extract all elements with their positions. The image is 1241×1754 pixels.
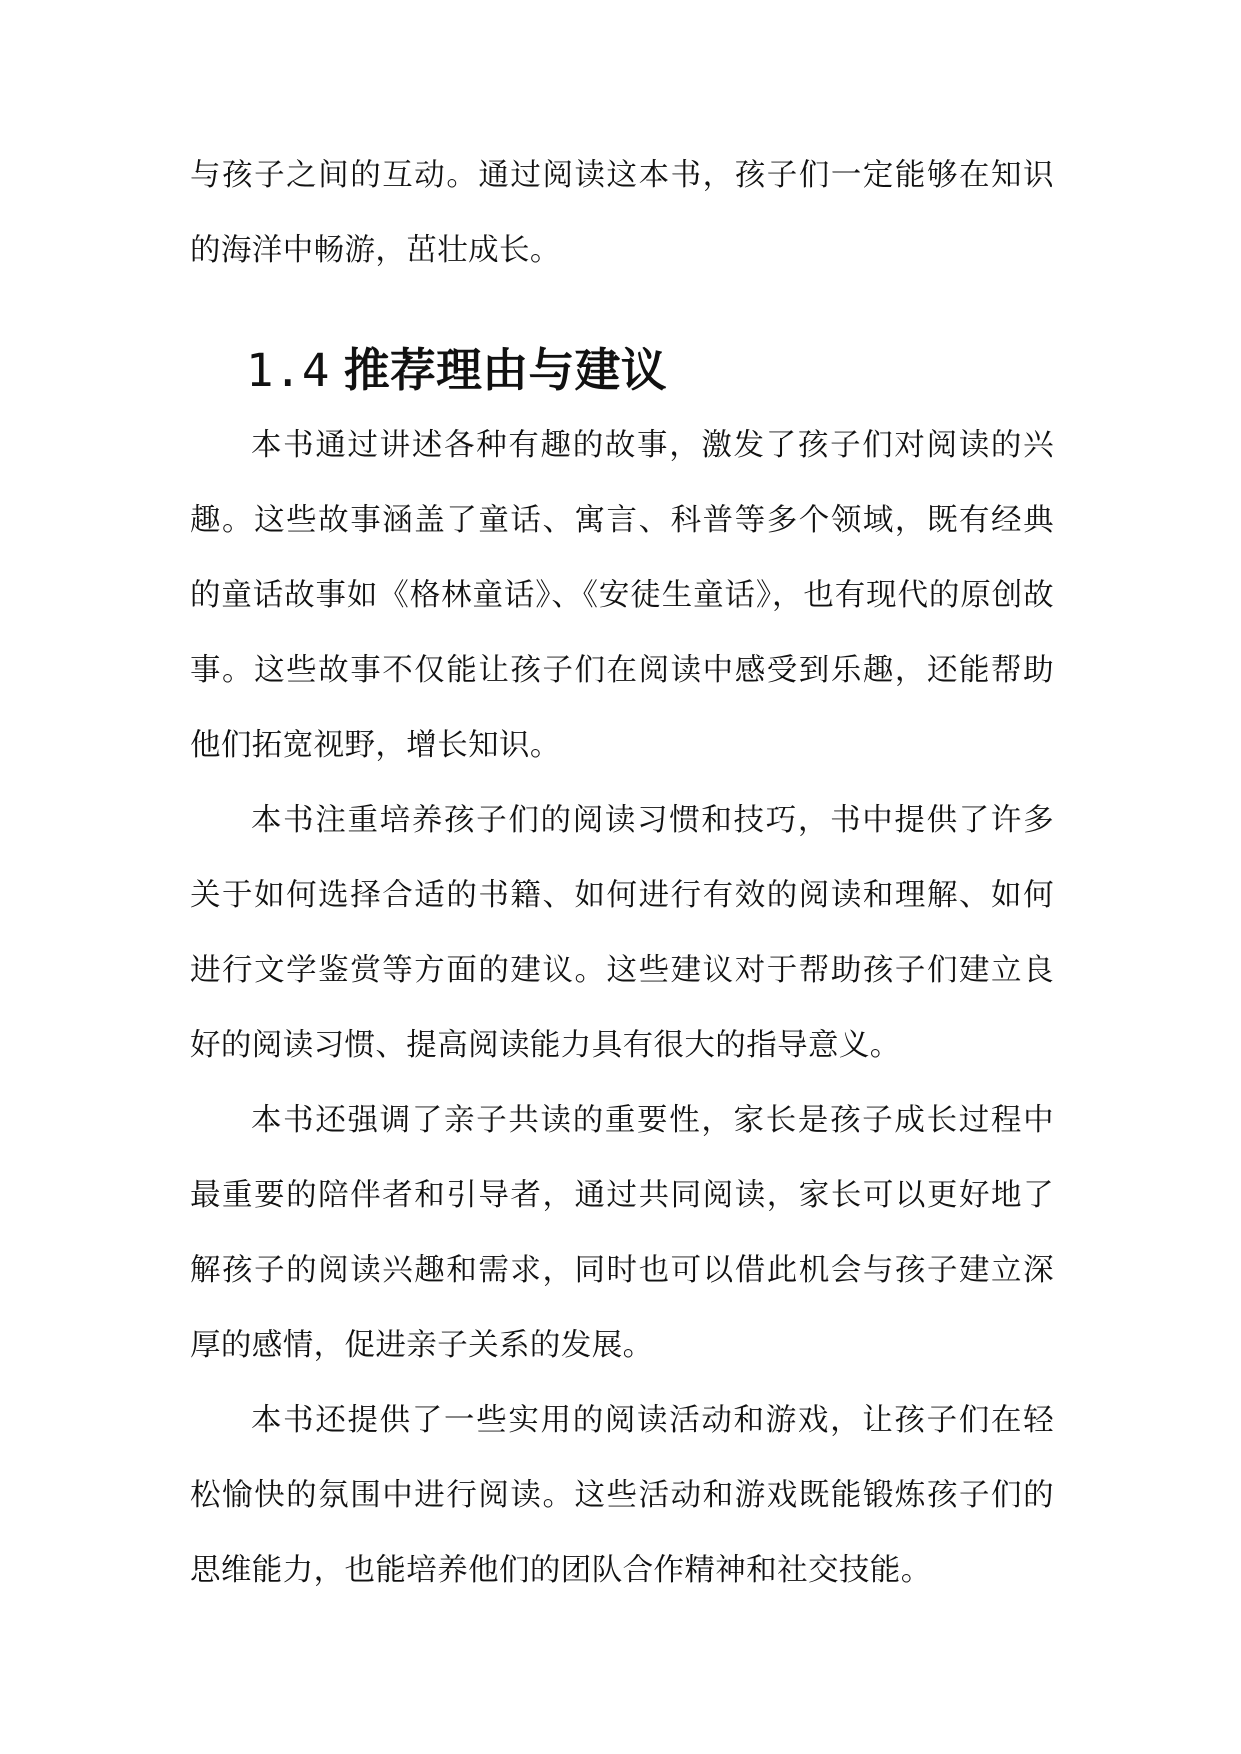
section-number: 1.4 [246,344,330,397]
paragraph-4: 本书还提供了一些实用的阅读活动和游戏，让孩子们在轻松愉快的氛围中进行阅读。这些活动和游戏既能锻炼孩子们的思维能力，也能培养他们的团队合作精神和社交技能。 [190,1403,1054,1588]
body-text [190,138,1054,1608]
paragraph-1: 本书通过讲述各种有趣的故事，激发了孩子们对阅读的兴趣。这些故事涵盖了童话、寓言、科普等多个领域，既有经典的童话故事如《格林童话》、《安徒生童话》，也有现代的原创故事。这些故事不仅能让孩子们在阅读中感受到乐趣，还能帮助他们拓宽视野，增长知识。 [190,428,1054,763]
continuation-paragraph: 与孩子之间的互动。通过阅读这本书，孩子们一定能够在知识的海洋中畅游，茁壮成长。 [190,158,1054,268]
paragraph-3: 本书还强调了亲子共读的重要性，家长是孩子成长过程中最重要的陪伴者和引导者，通过共同阅读，家长可以更好地了解孩子的阅读兴趣和需求，同时也可以借此机会与孩子建立深厚的感情，促进亲子关系的发展。 [190,1103,1054,1363]
section-title: 推荐理由与建议 [343,343,667,397]
section-heading [190,333,1054,408]
paragraph-2: 本书注重培养孩子们的阅读习惯和技巧，书中提供了许多关于如何选择合适的书籍、如何进行有效的阅读和理解、如何进行文学鉴赏等方面的建议。这些建议对于帮助孩子们建立良好的阅读习惯、提高阅读能力具有很大的指导意义。 [190,803,1054,1063]
